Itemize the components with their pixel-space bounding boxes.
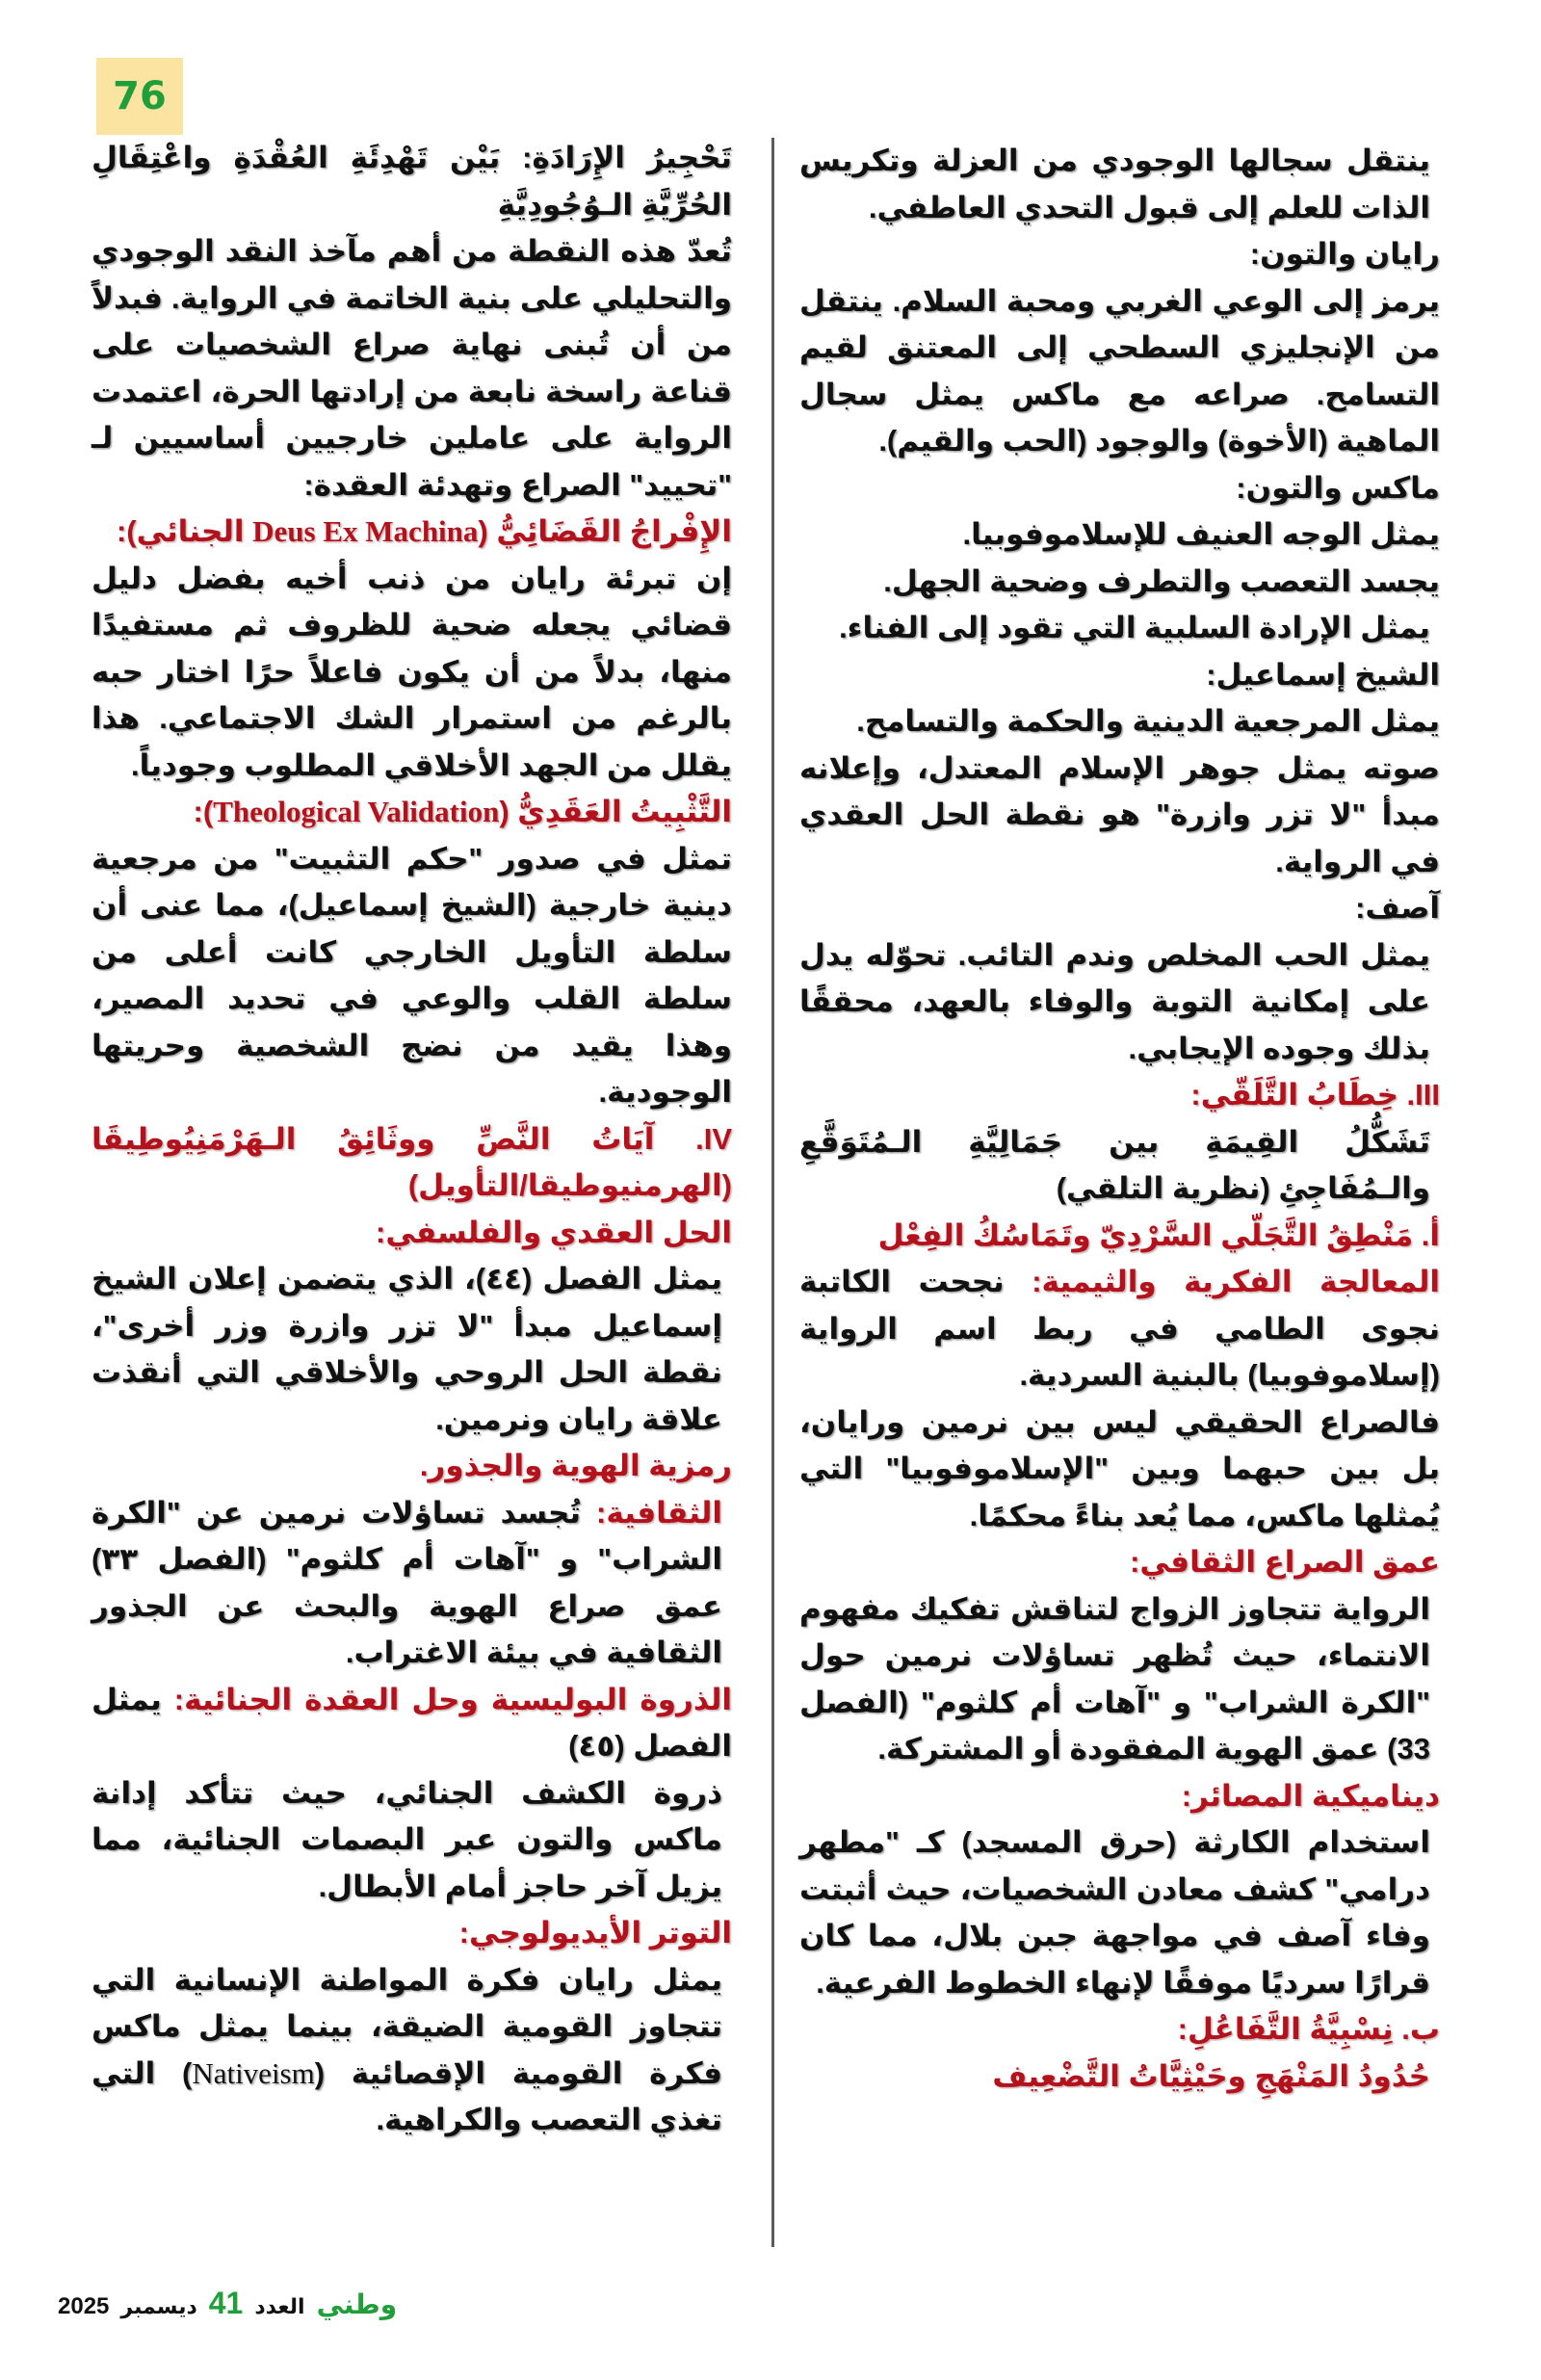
list-item: يجسد التعصب والتطرف وضحية الجهل. xyxy=(883,563,1440,598)
heading-text: التَّثْبِيتُ العَقَدِيُّ ( xyxy=(499,795,732,828)
subsection-subtitle: حُدُودُ المَنْهَجِ وحَيْثِيَّاتُ التَّضْعِيف xyxy=(992,2058,1430,2093)
paragraph xyxy=(91,1677,732,1770)
main-heading: تَحْجِيرُ الإِرَادَةِ: بَيْن تَهْدِئَةِ العُقْدَةِ واعْتِقَالِ الحُرِّيَّةِ الـوُجُودِيَّةِ xyxy=(91,141,732,222)
paragraph xyxy=(799,1259,1440,1399)
paragraph xyxy=(91,1957,732,2144)
paragraph: الرواية تتجاوز الزواج لتناقش تفكيك مفهوم الانتماء، حيث تُظهر تساؤلات نرمين حول "الكرة الشراب" و "آهات أم كلثوم" (الفصل 33) عمق الهوية المفقودة أو المشتركة. xyxy=(799,1591,1430,1765)
issue-number: 41 xyxy=(208,2286,244,2320)
footer xyxy=(58,2286,397,2321)
paragraph: يمثل الحب المخلص وندم التائب. تحوّله يدل على إمكانية التوبة والوفاء بالعهد، محققًا بذلك وجوده الإيجابي. xyxy=(799,937,1430,1065)
subheading-asif: آصف: xyxy=(1355,891,1440,925)
issue-month: ديسمبر xyxy=(120,2295,197,2319)
heading-latin: Theological Validation xyxy=(213,795,500,828)
paragraph: تُعدّ هذه النقطة من أهم مآخذ النقد الوجودي والتحليلي على بنية الخاتمة في الرواية. فبدلاً من أن تُبنى نهاية صراع الشخصيات على قناعة راسخة نابعة من إرادتها الحرة، اعتمدت الرواية على عاملين خارجيين أساسيين لـ "تحييد" الصراع وتهدئة العقدة: xyxy=(91,234,732,502)
paragraph: إن تبرئة رايان من ذنب أخيه بفضل دليل قضائي يجعله ضحية للظروف ثم مستفيدًا منها، بدلاً من أن يكون فاعلاً حرًا اختار حبه بالرغم من استمرار الشك الاجتماعي. هذا يقلل من الجهد الأخلاقي المطلوب وجودياً. xyxy=(91,561,732,782)
paragraph: تَشَكُّلُ القِيمَةِ بين جَمَالِيَّةِ الـمُتَوَقَّعِ والـمُفَاجِئِ (نظرية التلقي) xyxy=(799,1124,1430,1205)
paragraph: يرمز إلى الوعي الغربي ومحبة السلام. ينتقل من الإنجليزي السطحي إلى المعتنق لقيم التسامح. صراعه مع ماكس يمثل سجال الماهية (الأخوة) والوجود (الحب والقيم). xyxy=(799,283,1440,458)
subheading-sheikh: الشيخ إسماعيل: xyxy=(1206,657,1440,692)
magazine-brand: وطني xyxy=(316,2288,398,2320)
section-heading-3: III. خِطَابُ التَّلَقّي: xyxy=(1190,1078,1440,1112)
paragraph: يمثل الفصل (٤٤)، الذي يتضمن إعلان الشيخ إسماعيل مبدأ "لا تزر وازرة وزر أخرى"، نقطة الحل الروحي والأخلاقي التي أنقذت علاقة رايان ونرمين. xyxy=(91,1262,723,1436)
paragraph: ينتقل سجالها الوجودي من العزلة وتكريس الذات للعلم إلى قبول التحدي العاطفي. xyxy=(799,144,1430,224)
heading-text: ): xyxy=(193,795,214,828)
subheading-theological xyxy=(91,789,732,836)
subheading-identity: رمزية الهوية والجذور. xyxy=(419,1449,732,1482)
subheading-rayan: رايان والتون: xyxy=(1249,237,1440,271)
heading-text: الجنائي): xyxy=(117,514,253,548)
section-heading-4: IV. آيَاتُ النَّصِّ ووثَائِقُ الـهَرْمَنِيُوطِيقَا (الهرمنيوطيقا/التأويل) xyxy=(91,1121,732,1202)
subheading-max: ماكس والتون: xyxy=(1236,470,1440,505)
paragraph: استخدام الكارثة (حرق المسجد) كـ "مطهر درامي" كشف معادن الشخصيات، حيث أثبتت وفاء آصف في مواجهة جبن بلال، مما كان قرارًا سرديًا موفقًا لإنهاء الخطوط الفرعية. xyxy=(799,1825,1430,2000)
list-item: يمثل الإرادة السلبية التي تقود إلى الفناء. xyxy=(839,611,1430,644)
subsection-heading-b: ب. نِسْبِيَّةُ التَّفَاعُلِ: xyxy=(1177,2012,1440,2046)
page-number-badge xyxy=(96,58,183,135)
subheading-ideology: التوتر الأيديولوجي: xyxy=(458,1916,732,1949)
subheading-cultural: عمق الصراع الثقافي: xyxy=(1130,1545,1440,1579)
paragraph: ذروة الكشف الجنائي، حيث تتأكد إدانة ماكس والتون عبر البصمات الجنائية، مما يزيل آخر حاجز أمام الأبطال. xyxy=(91,1775,722,1903)
paragraph-text: نجحت الكاتبة نجوى الطامي في ربط اسم الرواية (إسلاموفوبيا) بالبنية السردية. xyxy=(799,1265,1440,1392)
issue-year: 2025 xyxy=(58,2293,110,2319)
paragraph-text: ) التي تغذي التعصب والكراهية. xyxy=(91,2055,722,2136)
subsection-heading-a: أ. مَنْطِقُ التَّجَلّي السَّرْدِيّ وتَمَاسُكُ الفِعْل xyxy=(877,1217,1440,1252)
lead-in: الثقافية: xyxy=(596,1495,722,1530)
right-column xyxy=(799,138,1440,2100)
page-number: 76 xyxy=(113,74,167,118)
paragraph-text: يمثل الفصل (٤٥) xyxy=(91,1682,732,1763)
lead-in: المعالجة الفكرية والثيمية: xyxy=(1032,1265,1440,1298)
lead-in: الذروة البوليسية وحل العقدة الجنائية: xyxy=(173,1682,732,1716)
paragraph-text: تُجسد تساؤلات نرمين عن "الكرة الشراب" و "آهات أم كلثوم" (الفصل ٣٣) عمق صراع الهوية والبحث عن الجذور الثقافية في بيئة الاغتراب. xyxy=(91,1495,722,1669)
paragraph: صوته يمثل جوهر الإسلام المعتدل، وإعلانه مبدأ "لا تزر وازرة" هو نقطة الحل العقدي في الرواية. xyxy=(799,750,1440,878)
paragraph-text: يمثل رايان فكرة المواطنة الإنسانية التي تتجاوز القومية الضيقة، بينما يمثل ماكس فكرة القومية الإقصائية ( xyxy=(91,1962,722,2090)
paragraph: يمثل المرجعية الدينية والحكمة والتسامح. xyxy=(856,704,1440,738)
column-divider xyxy=(771,138,774,2247)
subheading-fates: ديناميكية المصائر: xyxy=(1181,1778,1440,1813)
left-column xyxy=(91,135,732,2144)
paragraph: تمثل في صدور "حكم التثبيت" من مرجعية دينية خارجية (الشيخ إسماعيل)، مما عنى أن سلطة التأويل الخارجي كانت أعلى من سلطة القلب والوعي في تحديد المصير، وهذا يقيد من نضج الشخصية وحريتها الوجودية. xyxy=(91,841,732,1109)
paragraph xyxy=(91,1490,732,1677)
subheading-resolution: الحل العقدي والفلسفي: xyxy=(376,1215,732,1249)
issue-label: العدد xyxy=(254,2295,305,2319)
heading-latin: Deus Ex Machina xyxy=(252,514,479,548)
paragraph-latin: Nativeism xyxy=(192,2055,315,2090)
paragraph: فالصراع الحقيقي ليس بين نرمين ورايان، بل بين حبهما وبين "الإسلاموفوبيا" التي يُمثلها ماكس، مما يُعد بناءً محكمًا. xyxy=(799,1404,1440,1532)
heading-text: الإِفْراجُ القَضَائِيُّ ( xyxy=(478,514,732,548)
subheading-deus-ex-machina xyxy=(91,509,732,556)
list-item: يمثل الوجه العنيف للإسلاموفوبيا. xyxy=(962,517,1440,551)
